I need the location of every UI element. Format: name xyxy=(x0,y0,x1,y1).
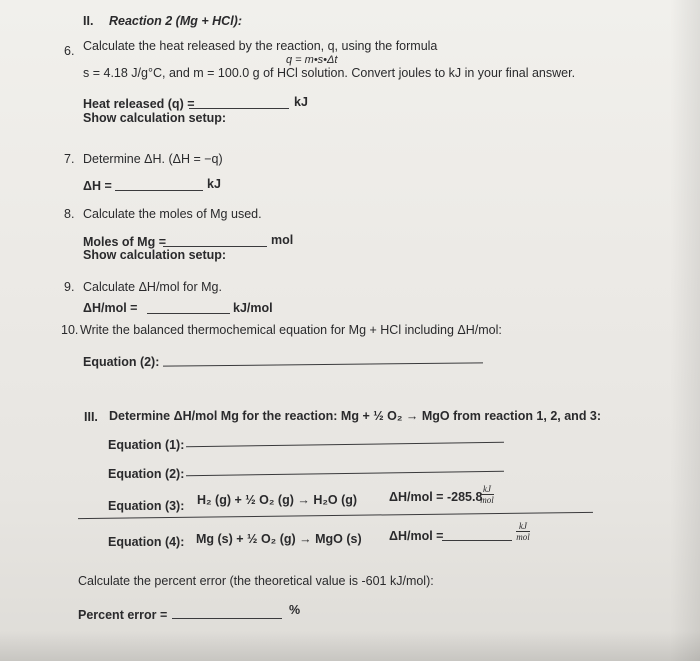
percent-error-text: Calculate the percent error (the theoretical value is -601 kJ/mol): xyxy=(78,574,434,588)
q8-text: Calculate the moles of Mg used. xyxy=(83,207,262,221)
q10-number: 10. xyxy=(61,323,79,337)
section-2-numeral: II. xyxy=(83,14,94,28)
eq3-unit-numerator: kJ xyxy=(483,484,491,494)
q9-unit: kJ/mol xyxy=(233,301,273,315)
page-shadow-right xyxy=(670,0,700,661)
q7-answer-blank[interactable] xyxy=(115,190,203,191)
q6-number: 6. xyxy=(64,44,75,58)
section-3-numeral: III. xyxy=(84,410,98,424)
q6-answer-blank[interactable] xyxy=(189,108,289,109)
eq3-reaction: H₂ (g) + ½ O₂ (g) → H₂O (g) xyxy=(197,493,358,507)
q6-formula: q = m•s•Δt xyxy=(286,54,338,66)
q8-setup-label: Show calculation setup: xyxy=(83,248,227,262)
q9-number: 9. xyxy=(64,280,75,294)
q9-label: ΔH/mol = xyxy=(83,301,138,315)
eq2-answer-blank[interactable] xyxy=(186,471,504,476)
q6-setup-label: Show calculation setup: xyxy=(83,111,227,125)
eq4-unit-denominator: mol xyxy=(516,532,530,542)
q8-number: 8. xyxy=(64,207,75,221)
q7-number: 7. xyxy=(64,152,75,166)
section-2-title: Reaction 2 (Mg + HCl): xyxy=(109,14,242,28)
eq4-dh-label: ΔH/mol = xyxy=(389,529,444,543)
eq2-label: Equation (2): xyxy=(108,467,185,481)
eq3-unit-denominator: mol xyxy=(480,495,494,505)
q9-answer-blank[interactable] xyxy=(147,313,230,314)
q10-label: Equation (2): xyxy=(83,355,160,369)
q10-answer-blank[interactable] xyxy=(163,362,483,366)
eq4-unit-numerator: kJ xyxy=(519,521,527,531)
eq4-reaction: Mg (s) + ½ O₂ (g) → MgO (s) xyxy=(196,532,362,546)
q6-text: Calculate the heat released by the reaction, q, using the formula xyxy=(83,39,438,53)
eq4-unit-fraction xyxy=(514,521,532,542)
percent-error-blank[interactable] xyxy=(172,618,282,619)
q7-text: Determine ΔH. (ΔH = −q) xyxy=(83,152,223,166)
q8-answer-blank[interactable] xyxy=(163,246,267,247)
eq3-dh-label: ΔH/mol = -285.8 xyxy=(389,490,483,504)
q6-label: Heat released (q) = xyxy=(83,97,195,111)
q7-unit: kJ xyxy=(207,177,221,191)
q8-label: Moles of Mg = xyxy=(83,235,166,249)
eq3-unit-fraction xyxy=(478,484,496,505)
q10-text: Write the balanced thermochemical equation for Mg + HCl including ΔH/mol: xyxy=(80,323,502,337)
q6-unit: kJ xyxy=(294,95,308,109)
percent-unit: % xyxy=(289,603,301,617)
eq3-label: Equation (3): xyxy=(108,499,185,513)
percent-error-label: Percent error = xyxy=(78,608,168,622)
q9-text: Calculate ΔH/mol for Mg. xyxy=(83,280,222,294)
q8-unit: mol xyxy=(271,233,294,247)
eq4-answer-blank[interactable] xyxy=(442,540,512,541)
eq1-answer-blank[interactable] xyxy=(186,442,504,447)
q7-label: ΔH = xyxy=(83,179,112,193)
section-3-title: Determine ΔH/mol Mg for the reaction: Mg + ½ O₂ → MgO from reaction 1, 2, and 3: xyxy=(109,409,602,423)
page-shadow-bottom xyxy=(0,631,700,661)
q6-given: s = 4.18 J/g°C, and m = 100.0 g of HCl solution. Convert joules to kJ in your final answer. xyxy=(83,66,576,80)
eq1-label: Equation (1): xyxy=(108,438,185,452)
eq4-label: Equation (4): xyxy=(108,535,185,549)
